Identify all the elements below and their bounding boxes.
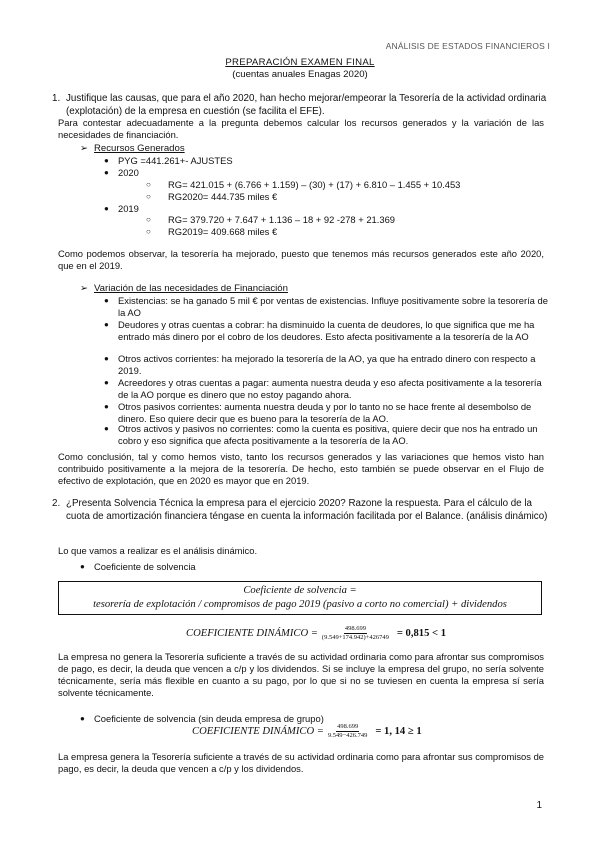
question-text: Justifique las causas, que para el año 2020, han hecho mejorar/empeorar la Tesorería de la actividad ordinaria (explotación) de la empresa en cuestión (se facilita el EFE). bbox=[66, 93, 547, 117]
question-number: 1. bbox=[52, 93, 61, 104]
bullet-icon: ● bbox=[104, 402, 109, 411]
list-item: ● Deudores y otras cuentas a cobrar: ha disminuido la cuenta de deudores, lo que significa que me ha entrado más dinero por el cobro de los deudores. Esto afecta positivamente a la tesorería de la AO bbox=[104, 319, 535, 342]
list-subitem: ○ RG= 421.015 + (6.766 + 1.159) – (30) + (17) + 6.810 – 1.455 + 10.453 bbox=[146, 179, 461, 190]
formula-fraction bbox=[328, 723, 367, 740]
question-text: ¿Presenta Solvencia Técnica la empresa para el ejercicio 2020? Razone la respuesta. Para el cálculo de la cuota de amortización financiera téngase en cuenta la información facilitada por el Balance. (análisis dinámico) bbox=[66, 498, 548, 522]
list-item: ● Otros activos y pasivos no corrientes: como la cuenta es positiva, quiere decir que nos ha entrado un cobro y eso significa que afecta positivamente a la tesorería de la AO. bbox=[104, 423, 538, 446]
arrow-bullet-icon: ➢ bbox=[80, 143, 89, 154]
circle-bullet-icon: ○ bbox=[146, 192, 151, 201]
list-item: ● Existencias: se ha ganado 5 mil € por ventas de existencias. Influye positivamente sobre la tesorería de la AO bbox=[104, 295, 548, 318]
formula-result: = 1, 14 ≥ 1 bbox=[375, 725, 422, 737]
document-title bbox=[0, 57, 600, 81]
bullet-icon: ● bbox=[104, 168, 109, 177]
circle-bullet-icon: ○ bbox=[146, 180, 151, 189]
list-subitem: ○ RG2019= 409.668 miles € bbox=[146, 226, 278, 237]
list-subitem: ○ RG2020= 444.735 miles € bbox=[146, 191, 278, 202]
bullet-icon: ● bbox=[80, 714, 85, 723]
bullet-icon: ● bbox=[104, 378, 109, 387]
list-item: ● Coeficiente de solvencia (sin deuda empresa de grupo) bbox=[80, 713, 324, 724]
arrow-bullet-icon: ➢ bbox=[80, 283, 89, 294]
formula-result: = 0,815 < 1 bbox=[396, 627, 446, 639]
formula-dynamic-coefficient bbox=[192, 723, 422, 740]
list-item: ● Otros activos corrientes: ha mejorado la tesorería de la AO, ya que ha entrado dinero con respecto a 2019. bbox=[104, 353, 536, 376]
section-label: Variación de las necesidades de Financiación bbox=[94, 283, 288, 294]
paragraph: Como podemos observar, la tesorería ha mejorado, puesto que tenemos más recursos generados este año 2020, que en el 2019. bbox=[58, 248, 544, 271]
paragraph: Para contestar adecuadamente a la pregunta debemos calcular los recursos generados y la variación de las necesidades de financiación. bbox=[58, 117, 544, 140]
section-label: Recursos Generados bbox=[94, 143, 185, 154]
bullet-icon: ● bbox=[104, 354, 109, 363]
formula-fraction bbox=[322, 625, 389, 642]
list-item: ● Acreedores y otras cuentas a pagar: aumenta nuestra deuda y eso afecta positivamente a la tesorería de la AO porque es dinero que no estoy pagando ahora. bbox=[104, 377, 542, 400]
question-number: 2. bbox=[52, 498, 61, 509]
list-item: ● 2020 bbox=[104, 167, 139, 178]
list-item: ● Otros pasivos corrientes: aumenta nuestra deuda y por lo tanto no se hace frente al desembolso de dinero. Eso quiere decir que es bueno para la tesorería de la AO. bbox=[104, 401, 532, 424]
formula-dynamic-coefficient bbox=[186, 625, 446, 642]
list-item: ● Coeficiente de solvencia bbox=[80, 561, 196, 572]
circle-bullet-icon: ○ bbox=[146, 215, 151, 224]
question-2 bbox=[52, 498, 550, 523]
list-subitem: ○ RG= 379.720 + 7.647 + 1.136 – 18 + 92 -278 + 21.369 bbox=[146, 214, 396, 225]
title-main: PREPARACIÓN EXAMEN FINAL bbox=[225, 57, 375, 68]
list-item: ● PYG =441.261+- AJUSTES bbox=[104, 155, 233, 166]
circle-bullet-icon: ○ bbox=[146, 227, 151, 236]
bullet-icon: ● bbox=[80, 562, 85, 571]
bullet-icon: ● bbox=[104, 296, 109, 305]
paragraph: La empresa no genera la Tesorería suficiente a través de su actividad ordinaria como para afrontar sus compromisos de pago, es decir, la deuda que vencen a c/p y los dividendos. Si se incluye la empresa del grupo, no sería solvente técnicamente, sería más flexible en cuanto a su pago, por lo que si no se tuviesen en cuenta la empresa sí sería solvente técnicamente. bbox=[58, 651, 544, 698]
bullet-icon: ● bbox=[104, 424, 109, 433]
bullet-icon: ● bbox=[104, 320, 109, 329]
paragraph: Lo que vamos a realizar es el análisis dinámico. bbox=[58, 545, 258, 556]
bullet-icon: ● bbox=[104, 156, 109, 165]
formula-box-line: tesorería de explotación / compromisos de pago 2019 (pasivo a corto no comercial) + dividendos bbox=[93, 599, 507, 610]
list-item: ● 2019 bbox=[104, 203, 139, 214]
formula-lhs: COEFICIENTE DINÁMICO = bbox=[186, 627, 318, 639]
title-subtitle: (cuentas anuales Enagas 2020) bbox=[232, 69, 368, 80]
formula-box bbox=[58, 581, 542, 615]
question-1 bbox=[52, 93, 550, 118]
fraction-numerator: 498.699 bbox=[344, 625, 366, 632]
paragraph: La empresa genera la Tesorería suficiente a través de su actividad ordinaria como para afrontar sus compromisos de pago, es decir, la deuda que vencen a c/p y los dividendos. bbox=[58, 751, 544, 774]
page-number: 1 bbox=[536, 800, 542, 811]
fraction-denominator: 9.549−426.749 bbox=[327, 732, 368, 739]
page-header: ANÁLISIS DE ESTADOS FINANCIEROS I bbox=[385, 41, 550, 51]
paragraph: Como conclusión, tal y como hemos visto, tanto los recursos generados y las variaciones que hemos visto han contribuido positivamente a la mejora de la tesorería. De hecho, esto también se puede observar en el Flujo de efectivo de explotación, que en 2020 es mayor que en 2019. bbox=[58, 451, 544, 486]
fraction-numerator: 498.699 bbox=[337, 723, 359, 730]
fraction-denominator: (9.549+174.942)+426749 bbox=[321, 634, 389, 641]
formula-lhs: COEFICIENTE DINÁMICO = bbox=[192, 725, 324, 737]
formula-box-line: Coeficiente de solvencia = bbox=[243, 585, 357, 596]
bullet-icon: ● bbox=[104, 204, 109, 213]
